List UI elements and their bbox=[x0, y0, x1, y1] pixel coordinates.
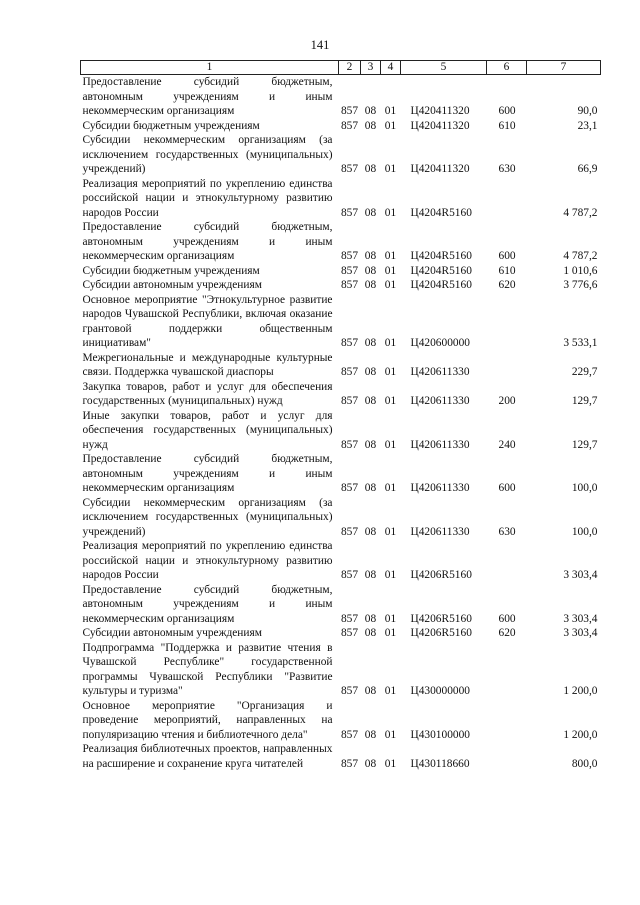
row-target-article: Ц430000000 bbox=[410, 685, 470, 697]
budget-table bbox=[80, 60, 601, 771]
row-target-article: Ц4206R5160 bbox=[410, 627, 472, 639]
table-header-row bbox=[81, 61, 601, 75]
row-subsection-code: 01 bbox=[384, 525, 397, 538]
row-target-article: Ц420611330 bbox=[410, 482, 470, 494]
row-admin-code: 857 bbox=[340, 206, 359, 219]
table-row bbox=[81, 742, 601, 771]
row-admin-code: 857 bbox=[340, 685, 359, 697]
row-subsection-code: 01 bbox=[384, 627, 397, 639]
row-subsection-code: 01 bbox=[384, 119, 397, 132]
row-target-article: Ц420411320 bbox=[410, 119, 470, 132]
row-amount: 3 303,4 bbox=[563, 569, 598, 581]
row-amount: 90,0 bbox=[577, 105, 598, 117]
row-amount: 4 787,2 bbox=[563, 206, 598, 219]
table-row bbox=[81, 177, 601, 221]
table-row bbox=[81, 409, 601, 453]
row-admin-code: 857 bbox=[340, 163, 359, 175]
row-name: Предоставление субсидий бюджетным, автономным учреждениям и иным некоммерческим организациям bbox=[82, 221, 333, 262]
row-name: Подпрограмма "Поддержка и развитие чтения в Чувашской Республике" государственной программы Чувашской Республики "Развитие культуры и туризма" bbox=[82, 641, 333, 697]
row-target-article: Ц420611330 bbox=[410, 366, 470, 378]
row-name: Предоставление субсидий бюджетным, автономным учреждениям и иным некоммерческим организациям bbox=[82, 453, 333, 494]
row-expense-type: 620 bbox=[498, 279, 516, 291]
row-name: Реализация мероприятий по укреплению единства российской нации и этнокультурному развитию народов России bbox=[82, 177, 333, 219]
row-expense-type: 630 bbox=[498, 163, 516, 175]
row-amount: 3 776,6 bbox=[563, 279, 598, 291]
row-amount: 100,0 bbox=[571, 525, 598, 538]
row-section-code: 08 bbox=[364, 757, 377, 770]
row-target-article: Ц420600000 bbox=[410, 337, 470, 349]
row-expense-type bbox=[487, 177, 527, 221]
row-target-article: Ц4204R5160 bbox=[410, 206, 472, 219]
row-admin-code: 857 bbox=[340, 525, 359, 538]
row-target-article: Ц430100000 bbox=[410, 728, 470, 741]
header-col-3: 3 bbox=[361, 61, 381, 75]
row-subsection-code: 01 bbox=[384, 685, 397, 697]
row-section-code: 08 bbox=[364, 525, 377, 538]
row-section-code: 08 bbox=[364, 438, 377, 451]
row-subsection-code: 01 bbox=[384, 395, 397, 407]
row-section-code: 08 bbox=[364, 119, 377, 132]
row-admin-code: 857 bbox=[340, 612, 359, 625]
table-row bbox=[81, 380, 601, 409]
row-expense-type: 610 bbox=[498, 264, 516, 277]
row-amount: 3 303,4 bbox=[563, 612, 598, 625]
row-amount: 1 010,6 bbox=[563, 264, 598, 277]
row-target-article: Ц420611330 bbox=[410, 395, 470, 407]
row-subsection-code: 01 bbox=[384, 482, 397, 494]
row-target-article: Ц4204R5160 bbox=[410, 264, 472, 277]
row-amount: 100,0 bbox=[571, 482, 598, 494]
row-admin-code: 857 bbox=[340, 366, 359, 378]
row-admin-code: 857 bbox=[340, 482, 359, 494]
row-section-code: 08 bbox=[364, 627, 377, 639]
row-admin-code: 857 bbox=[340, 757, 359, 770]
table-row bbox=[81, 133, 601, 177]
row-expense-type bbox=[487, 539, 527, 583]
row-amount: 800,0 bbox=[571, 757, 598, 770]
table-row bbox=[81, 641, 601, 699]
row-section-code: 08 bbox=[364, 612, 377, 625]
row-target-article: Ц4206R5160 bbox=[410, 612, 472, 625]
row-admin-code: 857 bbox=[340, 250, 359, 262]
row-target-article: Ц420411320 bbox=[410, 163, 470, 175]
row-expense-type: 600 bbox=[498, 105, 516, 117]
table-row bbox=[81, 583, 601, 627]
row-admin-code: 857 bbox=[340, 337, 359, 349]
row-target-article: Ц4204R5160 bbox=[410, 279, 472, 291]
row-amount: 3 303,4 bbox=[563, 627, 598, 639]
row-amount: 66,9 bbox=[577, 163, 598, 175]
table-row bbox=[81, 75, 601, 119]
row-subsection-code: 01 bbox=[384, 569, 397, 581]
row-subsection-code: 01 bbox=[384, 163, 397, 175]
row-subsection-code: 01 bbox=[384, 206, 397, 219]
row-expense-type bbox=[487, 293, 527, 351]
row-expense-type: 620 bbox=[498, 627, 516, 639]
row-section-code: 08 bbox=[364, 395, 377, 407]
row-section-code: 08 bbox=[364, 685, 377, 697]
row-subsection-code: 01 bbox=[384, 105, 397, 117]
row-admin-code: 857 bbox=[340, 279, 359, 291]
row-name: Реализация библиотечных проектов, направленных на расширение и сохранение круга читателей bbox=[82, 743, 333, 770]
row-target-article: Ц420611330 bbox=[410, 525, 470, 538]
row-name: Субсидии автономным учреждениям bbox=[82, 279, 262, 291]
row-amount: 23,1 bbox=[577, 119, 598, 132]
row-expense-type bbox=[487, 641, 527, 699]
row-section-code: 08 bbox=[364, 728, 377, 741]
row-section-code: 08 bbox=[364, 279, 377, 291]
row-target-article: Ц4206R5160 bbox=[410, 569, 472, 581]
row-section-code: 08 bbox=[364, 206, 377, 219]
row-amount: 1 200,0 bbox=[563, 685, 598, 697]
row-amount: 4 787,2 bbox=[563, 250, 598, 262]
row-expense-type: 600 bbox=[498, 250, 516, 262]
row-expense-type bbox=[487, 742, 527, 771]
row-amount: 3 533,1 bbox=[563, 337, 598, 349]
row-subsection-code: 01 bbox=[384, 612, 397, 625]
row-name: Предоставление субсидий бюджетным, автономным учреждениям и иным некоммерческим организациям bbox=[82, 583, 333, 625]
row-admin-code: 857 bbox=[340, 438, 359, 451]
header-col-7: 7 bbox=[527, 61, 601, 75]
row-admin-code: 857 bbox=[340, 264, 359, 277]
row-amount: 129,7 bbox=[571, 438, 598, 451]
row-subsection-code: 01 bbox=[384, 728, 397, 741]
row-target-article: Ц430118660 bbox=[410, 757, 470, 770]
row-name: Основное мероприятие "Организация и проведение мероприятий, направленных на популяризацию чтения и библиотечного дела" bbox=[82, 699, 333, 741]
table-row bbox=[81, 699, 601, 743]
row-expense-type bbox=[487, 351, 527, 380]
row-name: Основное мероприятие "Этнокультурное развитие народов Чувашской Республики, включая оказание грантовой поддержки общественным инициативам" bbox=[82, 293, 333, 349]
row-name: Субсидии бюджетным учреждениям bbox=[82, 264, 260, 277]
header-col-5: 5 bbox=[401, 61, 487, 75]
row-admin-code: 857 bbox=[340, 105, 359, 117]
row-section-code: 08 bbox=[364, 105, 377, 117]
row-admin-code: 857 bbox=[340, 119, 359, 132]
row-name: Межрегиональные и международные культурные связи. Поддержка чувашской диаспоры bbox=[82, 351, 333, 378]
row-name: Субсидии некоммерческим организациям (за исключением государственных (муниципальных) учреждений) bbox=[82, 496, 333, 538]
row-name: Иные закупки товаров, работ и услуг для обеспечения государственных (муниципальных) нужд bbox=[82, 409, 333, 451]
row-admin-code: 857 bbox=[340, 569, 359, 581]
row-expense-type: 200 bbox=[498, 395, 516, 407]
row-expense-type: 610 bbox=[498, 119, 516, 132]
row-name: Субсидии бюджетным учреждениям bbox=[82, 119, 260, 132]
row-section-code: 08 bbox=[364, 163, 377, 175]
table-row bbox=[81, 119, 601, 134]
row-admin-code: 857 bbox=[340, 728, 359, 741]
row-expense-type: 630 bbox=[498, 525, 516, 538]
page-number: 141 bbox=[310, 38, 330, 52]
table-row bbox=[81, 264, 601, 279]
table-row bbox=[81, 351, 601, 380]
row-subsection-code: 01 bbox=[384, 337, 397, 349]
row-section-code: 08 bbox=[364, 250, 377, 262]
table-row bbox=[81, 496, 601, 540]
row-subsection-code: 01 bbox=[384, 250, 397, 262]
row-admin-code: 857 bbox=[340, 395, 359, 407]
row-section-code: 08 bbox=[364, 569, 377, 581]
table-row bbox=[81, 220, 601, 264]
table-row bbox=[81, 452, 601, 496]
row-name: Субсидии автономным учреждениям bbox=[82, 627, 262, 639]
row-amount: 129,7 bbox=[571, 395, 598, 407]
row-section-code: 08 bbox=[364, 366, 377, 378]
row-expense-type: 600 bbox=[498, 482, 516, 494]
table-row bbox=[81, 539, 601, 583]
row-subsection-code: 01 bbox=[384, 757, 397, 770]
row-target-article: Ц4204R5160 bbox=[410, 250, 472, 262]
table-row bbox=[81, 626, 601, 641]
row-amount: 1 200,0 bbox=[563, 728, 598, 741]
row-target-article: Ц420611330 bbox=[410, 438, 470, 451]
row-subsection-code: 01 bbox=[384, 438, 397, 451]
row-subsection-code: 01 bbox=[384, 279, 397, 291]
header-col-1: 1 bbox=[81, 61, 339, 75]
row-subsection-code: 01 bbox=[384, 366, 397, 378]
row-section-code: 08 bbox=[364, 337, 377, 349]
row-admin-code: 857 bbox=[340, 627, 359, 639]
row-expense-type: 240 bbox=[498, 438, 516, 451]
row-name: Предоставление субсидий бюджетным, автономным учреждениям и иным некоммерческим организациям bbox=[82, 76, 333, 117]
row-expense-type: 600 bbox=[498, 612, 516, 625]
row-target-article: Ц420411320 bbox=[410, 105, 470, 117]
row-section-code: 08 bbox=[364, 264, 377, 277]
table-row bbox=[81, 293, 601, 351]
header-col-6: 6 bbox=[487, 61, 527, 75]
row-name: Субсидии некоммерческим организациям (за исключением государственных (муниципальных) учреждений) bbox=[82, 134, 333, 175]
row-section-code: 08 bbox=[364, 482, 377, 494]
row-name: Закупка товаров, работ и услуг для обеспечения государственных (муниципальных) нужд bbox=[82, 380, 333, 407]
header-col-4: 4 bbox=[381, 61, 401, 75]
table-row bbox=[81, 278, 601, 293]
row-expense-type bbox=[487, 699, 527, 743]
row-name: Реализация мероприятий по укреплению единства российской нации и этнокультурному развитию народов России bbox=[82, 540, 333, 581]
row-subsection-code: 01 bbox=[384, 264, 397, 277]
row-amount: 229,7 bbox=[571, 366, 598, 378]
header-col-2: 2 bbox=[339, 61, 361, 75]
